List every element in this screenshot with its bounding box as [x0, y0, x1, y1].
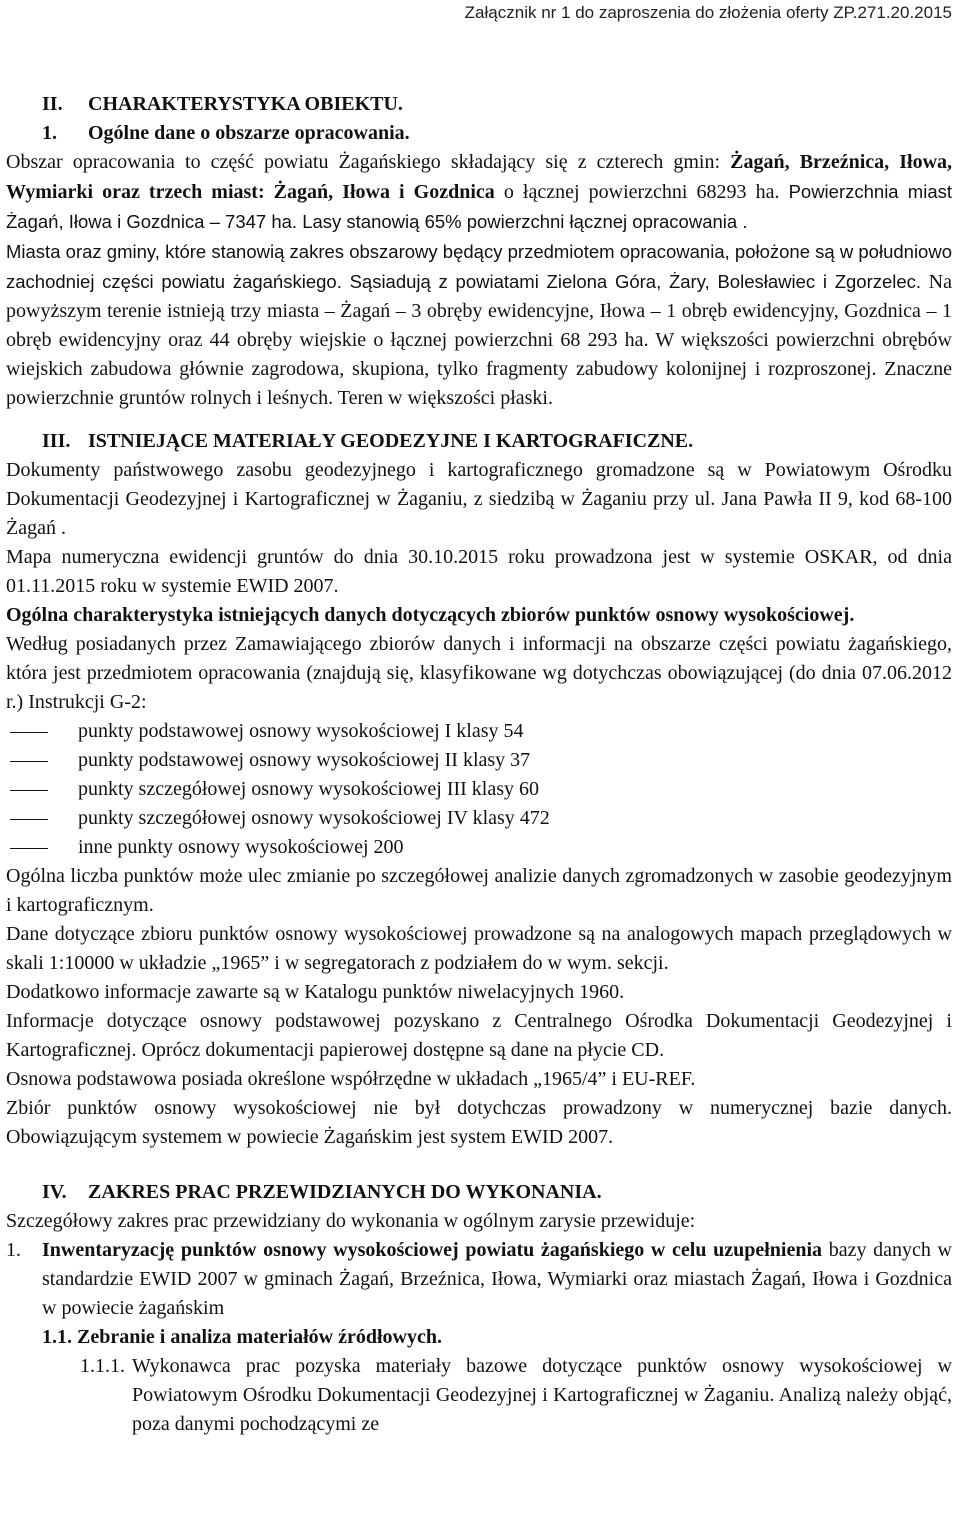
- section-title: ISTNIEJĄCE MATERIAŁY GEODEZYJNE I KARTOGRAFICZNE.: [88, 430, 694, 452]
- points-list: [6, 717, 952, 862]
- section-number: II.: [42, 93, 63, 115]
- paragraph: Dane dotyczące zbioru punktów osnowy wysokościowej prowadzone są na analogowych mapach przeglądowych w skali 1:10000 w układzie „1965” i w segregatorach z podziałem do w wym. sekcji.: [6, 923, 952, 974]
- subsection-1-heading: [6, 119, 952, 148]
- section-title: CHARAKTERYSTYKA OBIEKTU.: [88, 93, 403, 115]
- item-number: 1.1.1.: [80, 1355, 125, 1377]
- paragraph: Informacje dotyczące osnowy podstawowej pozyskano z Centralnego Ośrodka Dokumentacji Geodezyjnej i Kartograficznej. Oprócz dokumentacji papierowej dostępne są dane na płycie CD.: [6, 1010, 952, 1061]
- paragraph: Osnowa podstawowa posiada określone współrzędne w układach „1965/4” i EU-REF.: [6, 1068, 696, 1090]
- paragraph: [6, 237, 952, 413]
- section-3-heading: [6, 427, 952, 456]
- paragraph: Dokumenty państwowego zasobu geodezyjnego i kartograficznego gromadzone są w Powiatowym Ośrodku Dokumentacji Geodezyjnej i Kartograficznej w Żaganiu, z siedzibą w Żaganiu przy ul. Jana Pawła II 9, kod 68-100 Żagań .: [6, 459, 952, 539]
- bold-text: Inwentaryzację punktów osnowy wysokościowej powiatu żagańskiego w celu uzupełnienia: [42, 1239, 823, 1261]
- subitem-heading: 1.1. Zebranie i analiza materiałów źródłowych.: [42, 1326, 442, 1348]
- text-run: bazy danych w standardzie EWID 2007 w gminach Żagań, Brzeźnica, Iłowa, Wymiarki oraz miastach Żagań, Iłowa i Gozdnica w powiecie żagańskim: [42, 1239, 952, 1319]
- bold-heading: Ogólna charakterystyka istniejących danych dotyczących zbiorów punktów osnowy wysokościowej.: [6, 604, 855, 626]
- section-2-heading: [6, 90, 952, 119]
- list-item: punkty szczegółowej osnowy wysokościowej IV klasy 472: [6, 804, 952, 833]
- page-header: Załącznik nr 1 do zaproszenia do złożenia oferty ZP.271.20.2015: [464, 3, 952, 22]
- list-item: punkty podstawowej osnowy wysokościowej I klasy 54: [6, 717, 952, 746]
- list-item: punkty podstawowej osnowy wysokościowej II klasy 37: [6, 746, 952, 775]
- paragraph: Według posiadanych przez Zamawiającego zbiorów danych i informacji na obszarze części powiatu żagańskiego, która jest przedmiotem opracowania (znajdują się, klasyfikowane wg dotychczas obowiązującej (do dnia 07.06.2012 r.) Instrukcji G-2:: [6, 633, 952, 713]
- list-item: punkty szczegółowej osnowy wysokościowej III klasy 60: [6, 775, 952, 804]
- item-number: 1.: [6, 1239, 21, 1261]
- section-4-heading: [6, 1178, 952, 1207]
- text-run: o łącznej powierzchni 68293 ha.: [494, 181, 789, 203]
- paragraph: Zbiór punktów osnowy wysokościowej nie był dotychczas prowadzony w numerycznej bazie danych. Obowiązującym systemem w powiecie Żagańskim jest system EWID 2007.: [6, 1097, 952, 1148]
- bold-text: Żagań, Brzeźnica, Iłowa, Wymiarki oraz trzech miast: Żagań, Iłowa i Gozdnica: [6, 151, 953, 203]
- paragraph: [6, 148, 952, 237]
- paragraph: Mapa numeryczna ewidencji gruntów do dnia 30.10.2015 roku prowadzona jest w systemie OSKAR, od dnia 01.11.2015 roku w systemie EWID 2007.: [6, 546, 952, 597]
- section-number: IV.: [42, 1181, 67, 1203]
- spacer: [6, 1152, 952, 1178]
- paragraph: Szczegółowy zakres prac przewidziany do wykonania w ogólnym zarysie przewiduje:: [6, 1210, 696, 1232]
- text-run: Powierzchnia miast Żagań, Iłowa i Gozdnica – 7347 ha. Lasy stanowią 65% powierzchni łącznej opracowania .: [6, 181, 952, 232]
- text-run: Wykonawca prac pozyska materiały bazowe dotyczące punktów osnowy wysokościowej w Powiatowym Ośrodku Dokumentacji Geodezyjnej i Kartograficznej w Żaganiu. Analizą należy objąć, poza danymi pochodzącymi ze: [132, 1355, 952, 1435]
- section-number: III.: [42, 430, 71, 452]
- paragraph: Dodatkowo informacje zawarte są w Katalogu punktów niwelacyjnych 1960.: [6, 981, 625, 1003]
- sub-subitem: [6, 1352, 952, 1439]
- numbered-item: [6, 1236, 952, 1323]
- section-title: ZAKRES PRAC PRZEWIDZIANYCH DO WYKONANIA.: [88, 1181, 602, 1203]
- subsection-title: Ogólne dane o obszarze opracowania.: [88, 122, 410, 144]
- text-run: Miasta oraz gminy, które stanowią zakres obszarowy będący przedmiotem opracowania, położone są w południowo zachodniej części powiatu żagańskiego. Sąsiadują z powiatami Zielona Góra, Żary, Bolesławiec i Zgorzelec.: [6, 241, 952, 292]
- spacer: [6, 413, 952, 427]
- text-run: Na powyższym terenie istnieją trzy miasta – Żagań – 3 obręby ewidencyjne, Iłowa – 1 obręb ewidencyjny, Gozdnica – 1 obręb ewidencyjny oraz 44 obręby wiejskie o łącznej powierzchni 68 293 ha. W większości powierzchni obrębów wiejskich zabudowa głównie zagrodowa, skupiona, tylko fragmenty zabudowy kolonijnej i rozproszonej. Znaczne powierzchnie gruntów rolnych i leśnych. Teren w większości płaski.: [6, 271, 952, 409]
- text-run: Obszar opracowania to część powiatu Żagańskiego składający się z czterech gmin:: [6, 151, 731, 173]
- paragraph: Ogólna liczba punktów może ulec zmianie po szczegółowej analizie danych zgromadzonych w zasobie geodezyjnym i kartograficznym.: [6, 865, 952, 916]
- list-item: inne punkty osnowy wysokościowej 200: [6, 833, 952, 862]
- subsection-number: 1.: [42, 122, 57, 144]
- document-body: [6, 90, 952, 1439]
